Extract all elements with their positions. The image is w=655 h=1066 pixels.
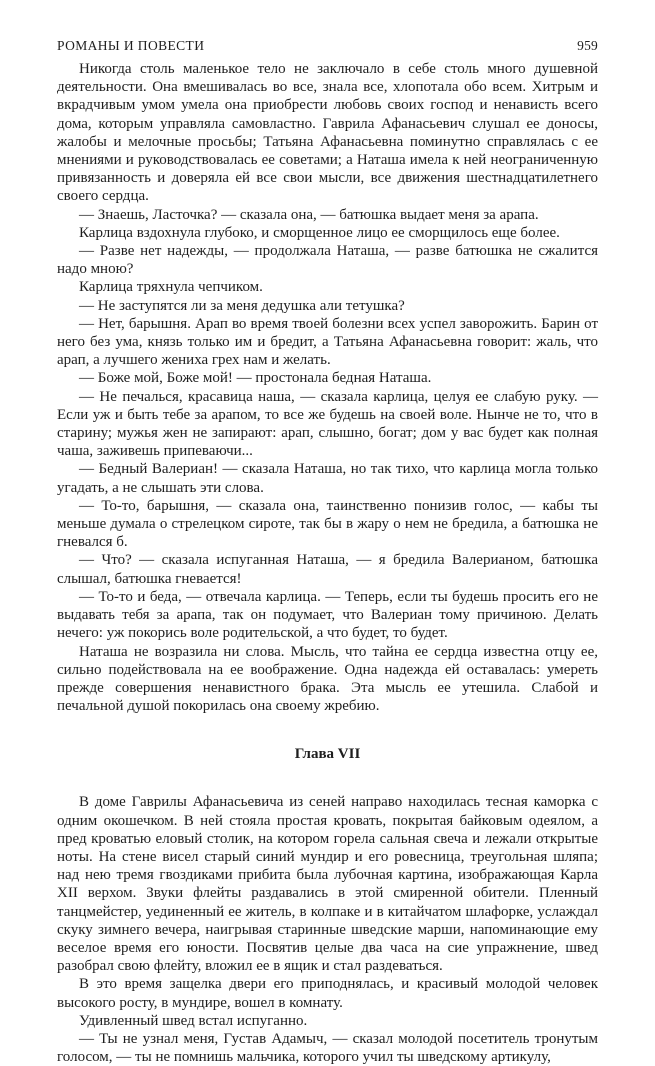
paragraph: — Знаешь, Ласточка? — сказала она, — батюшка выдает меня за арапа. bbox=[79, 206, 539, 223]
paragraph: Карлица тряхнула чепчиком. bbox=[79, 279, 263, 296]
chapter-heading: Глава VII bbox=[294, 746, 361, 763]
paragraph: Карлица вздохнула глубоко, и сморщенное лицо ее сморщилось еще более. bbox=[79, 224, 560, 241]
paragraph: В это время защелка двери его приподнялась, и красивый молодой человек высокого росту, в мундире, вошел в комнату. bbox=[57, 976, 598, 1011]
running-header bbox=[57, 38, 598, 58]
paragraph: — Ты не узнал меня, Густав Адамыч, — сказал молодой посетитель тронутым голосом, — ты не помнишь мальчика, которого учил ты шведскому артикулу, bbox=[57, 1030, 598, 1066]
page-number: 959 bbox=[577, 38, 598, 53]
paragraph: — Разве нет надежды, — продолжала Наташа, — разве батюшка не сжалится надо мною? bbox=[57, 243, 598, 278]
paragraph: — То-то и беда, — отвечала карлица. — Теперь, если ты будешь просить его не выдавать тебя за арапа, так он подумает, что Валериан тому причиною. Делать нечего: уж покорись воле родительской, а что будет, то будет. bbox=[57, 588, 598, 642]
paragraph: — Бедный Валериан! — сказала Наташа, но так тихо, что карлица могла только угадать, а не слышать эти слова. bbox=[57, 461, 598, 496]
text-block-after-chapter bbox=[57, 793, 598, 1066]
paragraph: Наташа не возразила ни слова. Мысль, что тайна ее сердца известна отцу ее, сильно подействовала на ее воображение. Одна надежда ей оставалась: умереть прежде совершения ненавистного брака. Эта мысль ее утешила. Слабой и печальной душой покорилась она своему жребию. bbox=[57, 643, 598, 715]
paragraph: Никогда столь маленькое тело не заключало в себе столь много душевной деятельности. Она вмешивалась во все, знала все, хлопотала обо всем. Хитрым и вкрадчивым умом умела она приобрести любовь своих господ и ненависть всего дома, которым управляла самовластно. Гаврила Афанасьевич слушал ее доносы, жалобы и мелочные просьбы; Татьяна Афанасьевна поминутно справлялась с ее мнениями и руководствовалась ее советами; а Наташа имела к ней неограниченную привязанность и доверяла ей все свои мысли, все движения шестнадцатилетнего своего сердца. bbox=[57, 61, 598, 205]
paragraph: В доме Гаврилы Афанасьевича из сеней направо находилась тесная каморка с одним окошечком. В ней стояла простая кровать, покрытая байковым одеялом, а пред кроватью еловый столик, на котором горела сальная свеча и лежали открытые ноты. На стене висел старый синий мундир и его ровесница, треугольная шляпа; над нею тремя гвоздиками прибита была лубочная картина, изображающая Карла XII верхом. Звуки флейты раздавались в этой смиренной обители. Пленный танцмейстер, уединенный ее житель, в колпаке и в китайчатом шлафорке, услаждал скуку зимнего вечера, наигрывая старинные шведские марши, напоминающие ему веселое время его юности. Посвятив целые два часа на сие упражнение, швед разобрал свою флейту, вложил ее в ящик и стал раздеваться. bbox=[57, 794, 598, 975]
book-page bbox=[57, 38, 598, 1066]
paragraph: Удивленный швед встал испуганно. bbox=[79, 1012, 308, 1029]
text-block-before-chapter bbox=[57, 60, 598, 715]
paragraph: — То-то, барышня, — сказала она, таинственно понизив голос, — кабы ты меньше думала о стрелецком сироте, так бы в жару о нем не бредила, а батюшка не гневался б. bbox=[57, 497, 598, 551]
paragraph: — Боже мой, Боже мой! — простонала бедная Наташа. bbox=[79, 370, 432, 387]
running-title: РОМАНЫ И ПОВЕСТИ bbox=[57, 38, 205, 53]
paragraph: — Что? — сказала испуганная Наташа, — я бредила Валерианом, батюшка слышал, батюшка гневается! bbox=[57, 552, 598, 587]
paragraph: — Нет, барышня. Арап во время твоей болезни всех успел заворожить. Барин от него без ума, князь только им и бредит, а Татьяна Афанасьевна говорит: жаль, что арап, а лучшего жениха грех нам и желать. bbox=[57, 315, 598, 369]
paragraph: — Не печалься, красавица наша, — сказала карлица, целуя ее слабую руку. — Если уж и быть тебе за арапом, то все же будешь на своей воле. Нынче не то, что в старину; мужья жен не запирают: арап, слышно, богат; дом у вас будет как полная чаша, заживешь припеваючи... bbox=[57, 388, 598, 460]
paragraph: — Не заступятся ли за меня дедушка али тетушка? bbox=[79, 297, 405, 314]
